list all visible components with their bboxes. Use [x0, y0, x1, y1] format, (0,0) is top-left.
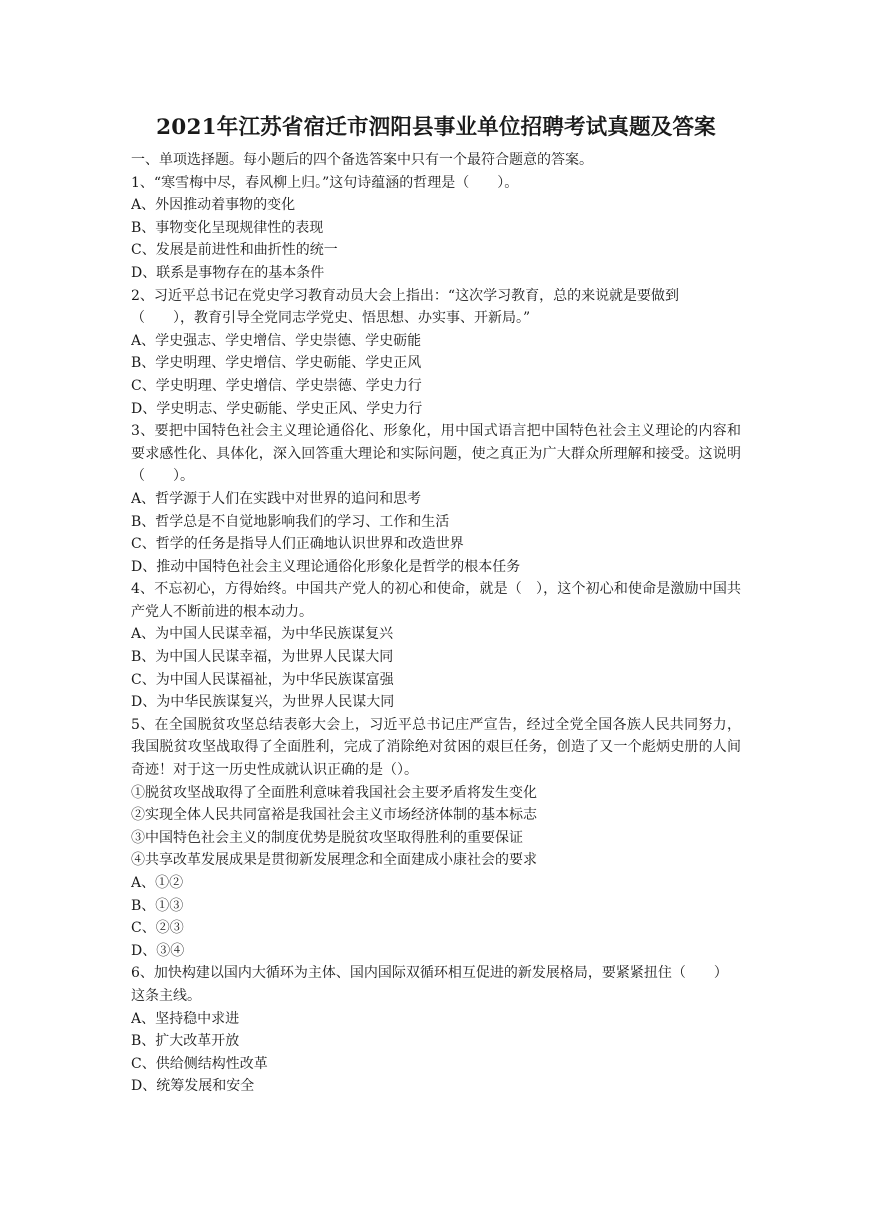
question-1	[131, 172, 741, 285]
document-title: 2021年江苏省宿迁市泗阳县事业单位招聘考试真题及答案	[156, 115, 716, 140]
option-c: C、供给侧结构性改革	[131, 1055, 268, 1072]
question-5	[131, 714, 741, 963]
option-a: A、哲学源于人们在实践中对世界的追问和思考	[131, 490, 422, 507]
option-d: D、联系是事物存在的基本条件	[131, 264, 325, 281]
statement-3: ③中国特色社会主义的制度优势是脱贫攻坚取得胜利的重要保证	[131, 829, 523, 846]
option-b: B、扩大改革开放	[131, 1033, 240, 1050]
question-stem: 4、不忘初心，方得始终。中国共产党人的初心和使命，就是（ ），这个初心和使命是激励中国共产党人不断前进的根本动力。	[131, 581, 741, 620]
option-b: B、为中国人民谋幸福，为世界人民谋大同	[131, 649, 394, 666]
option-c: C、②③	[131, 920, 184, 937]
question-2	[131, 285, 741, 421]
question-6	[131, 962, 741, 1098]
option-a: A、坚持稳中求进	[131, 1010, 240, 1027]
option-c: C、哲学的任务是指导人们正确地认识世界和改造世界	[131, 536, 464, 553]
option-c: C、为中国人民谋福祉，为中华民族谋富强	[131, 671, 394, 688]
statement-1: ①脱贫攻坚战取得了全面胜利意味着我国社会主要矛盾将发生变化	[131, 784, 537, 801]
question-stem: 5、在全国脱贫攻坚总结表彰大会上，习近平总书记庄严宣告，经过全党全国各族人民共同努力，我国脱贫攻坚战取得了全面胜利，完成了消除绝对贫困的艰巨任务，创造了又一个彪炳史册的人间奇迹！对于这一历史性成就认识正确的是（）。	[131, 716, 741, 779]
option-a: A、学史强志、学史增信、学史崇德、学史砺能	[131, 332, 422, 349]
option-d: D、统筹发展和安全	[131, 1078, 255, 1095]
option-d: D、学史明志、学史砺能、学史正风、学史力行	[131, 400, 423, 417]
option-b: B、哲学总是不自觉地影响我们的学习、工作和生活	[131, 513, 450, 530]
option-d: D、③④	[131, 942, 185, 959]
question-stem: 1、“寒雪梅中尽，春风柳上归。”这句诗蕴涵的哲理是（ ）。	[131, 174, 519, 191]
option-c: C、发展是前进性和曲折性的统一	[131, 242, 338, 259]
question-4	[131, 578, 741, 714]
option-b: B、事物变化呈现规律性的表现	[131, 219, 324, 236]
option-a: A、①②	[131, 875, 184, 891]
option-b: B、①③	[131, 897, 184, 914]
option-b: B、学史明理、学史增信、学史砺能、学史正风	[131, 355, 422, 372]
section-heading: 一、单项选择题。每小题后的四个备选答案中只有一个最符合题意的答案。	[131, 152, 593, 168]
option-d: D、推动中国特色社会主义理论通俗化形象化是哲学的根本任务	[131, 558, 521, 575]
question-3	[131, 420, 741, 578]
question-stem: 2、习近平总书记在党史学习教育动员大会上指出：“这次学习教育，总的来说就是要做到（ ），教育引导全党同志学党史、悟思想、办实事、开新局。”	[131, 287, 680, 327]
option-a: A、外因推动着事物的变化	[131, 197, 296, 214]
statement-4: ④共享改革发展成果是贯彻新发展理念和全面建成小康社会的要求	[131, 852, 537, 869]
option-a: A、为中国人民谋幸福，为中华民族谋复兴	[131, 626, 394, 643]
option-d: D、为中华民族谋复兴，为世界人民谋大同	[131, 694, 395, 711]
statement-2: ②实现全体人民共同富裕是我国社会主义市场经济体制的基本标志	[131, 807, 537, 824]
option-c: C、学史明理、学史增信、学史崇德、学史力行	[131, 377, 422, 394]
question-stem: 6、加快构建以国内大循环为主体、国内国际双循环相互促进的新发展格局，要紧紧扭住（ ）这条主线。	[131, 965, 728, 1004]
question-stem: 3、要把中国特色社会主义理论通俗化、形象化，用中国式语言把中国特色社会主义理论的内容和要求感性化、具体化，深入回答重大理论和实际问题，使之真正为广大群众所理解和接受。这说明（ ）。	[131, 423, 741, 485]
